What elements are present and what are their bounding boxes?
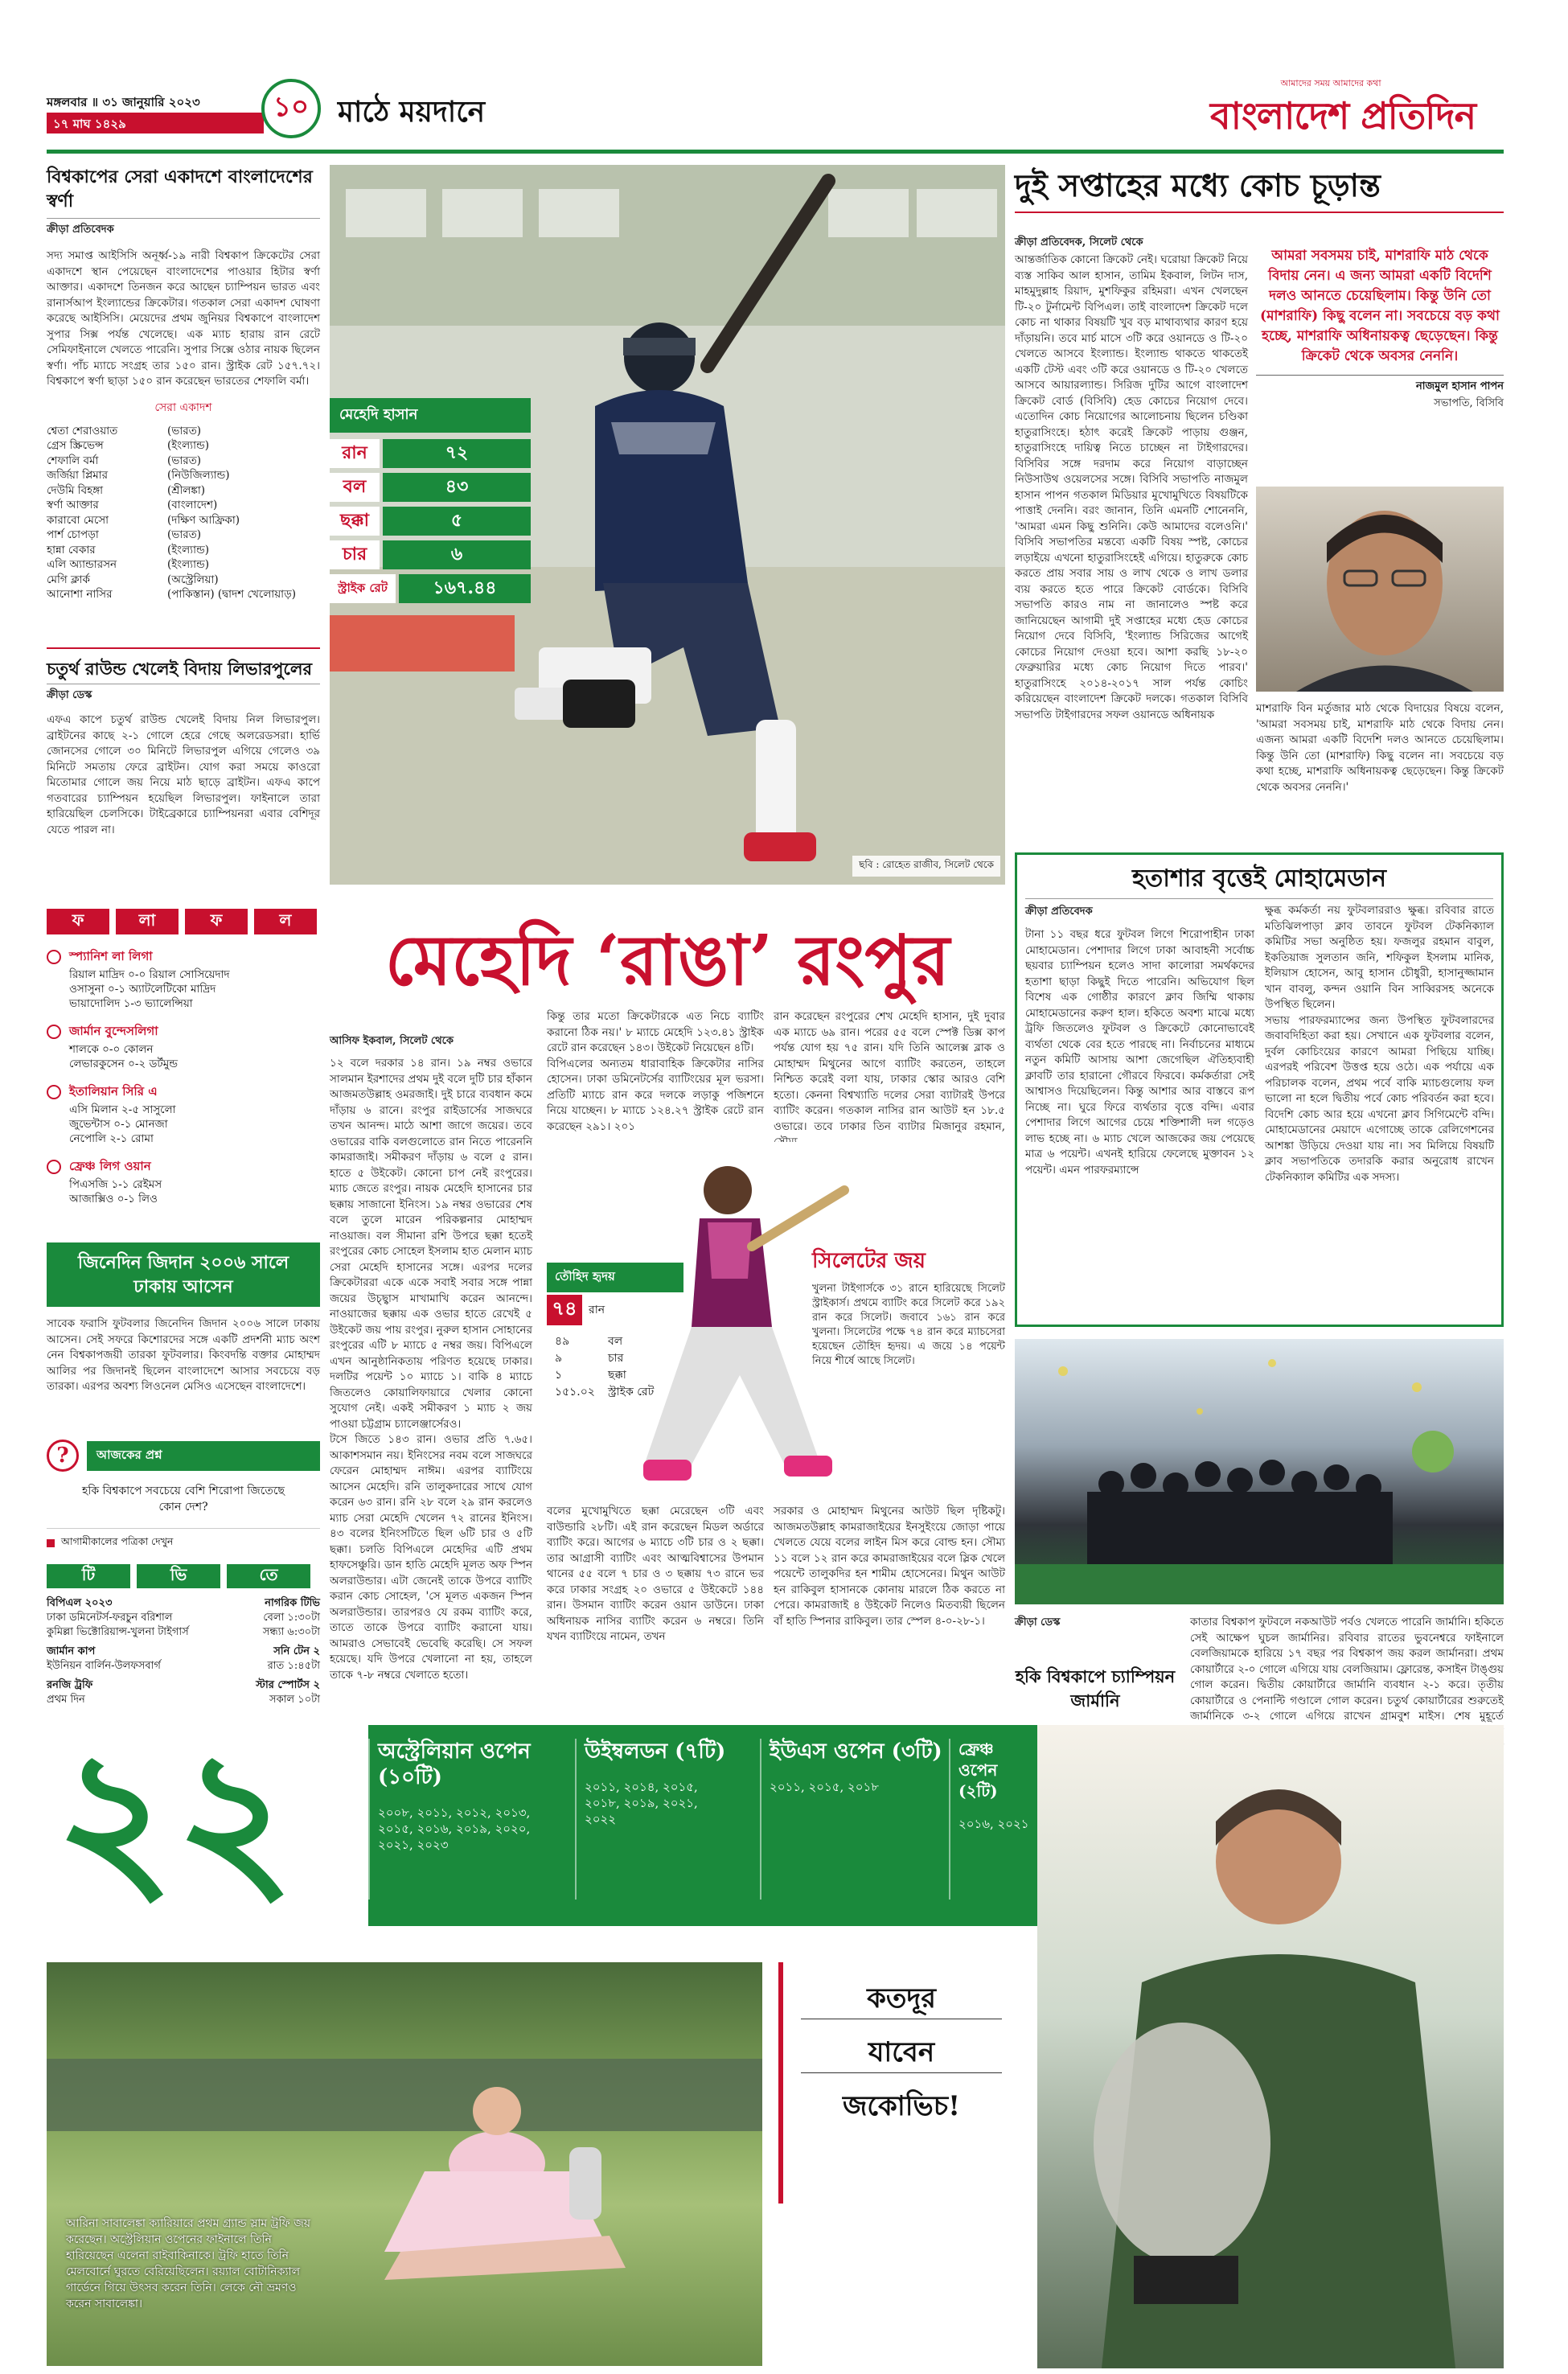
- stat-key: রান: [330, 439, 380, 468]
- player-country: (ভারত): [167, 424, 202, 437]
- slam-column: [760, 1739, 943, 1900]
- towhid-name: তৌহিদ হৃদয়: [547, 1263, 683, 1292]
- sylhet-headline: সিলেটের জয়: [812, 1249, 926, 1273]
- papon-quote-box: [1256, 246, 1504, 413]
- best-xi-row: [47, 573, 320, 588]
- stat-key: বল: [608, 1335, 623, 1348]
- player-name: শেফালি বর্মা: [47, 454, 99, 467]
- slam-name: ইউএস ওপেন (৩টি): [770, 1739, 942, 1764]
- coach-body: আন্তর্জাতিক কোনো ক্রিকেট নেই। ঘরোয়া ক্রিকেট নিয়ে ব্যস্ত সাকিব আল হাসান, তামিম ইকবাল, লিটন দাস, মাহমুদুল্লাহ রিয়াদ, মুশফিকুর রহিমরা। এখন খেলছেন টি-২০ টুর্নামেন্ট বিপিএল। তাই বাংলাদেশ ক্রিকেট দলে কোচ না থাকার বিষয়টি খুব বড় মাথাব্যথার কারণ হয়ে দাঁড়ায়নি। তবে মার্চ মাসে ৩টি করে ওয়ানডে ও টি-২০ খেলতে আসবে ইংল্যান্ড। ইংল্যান্ড থাকতে থাকতেই একটি টেস্ট এবং ৩টি করে ওয়ানডে ও টি-২০ খেলতে আসবে আয়ারল্যান্ড। সিরিজ দুটির আগে বাংলাদেশ ক্রিকেট বোর্ড (বিসিবি) হেড কোচের নিয়োগ দেবে। এতোদিন কোচ নিয়োগের আলোচনায় ছিলেন চণ্ডিকা হাতুরাসিংহে। হঠাৎ করেই ক্রিকেট পাড়ায় গুঞ্জন, হাতুরাসিংহে দায়িত্ব নিতে চাচ্ছেন না টাইগারদের। বিসিবির সঙ্গে দরদাম করে নিয়োগ বাড়াচ্ছেন নিউসাউথ ওয়েলসের সঙ্গে। বিসিবি সভাপতি নাজমুল হাসান পাপন গতকাল মিডিয়ার মুখোমুখিতে বিষয়টিকে পাত্তাই দেননি। বরং জানান, তিনি এমনটি শোনেননি, 'আমরা এমন কিছু শুনিনি। কেউ আমাদের বলেওনি।' বিসিবি সভাপতির মন্তব্যে একটি বিষয় স্পষ্ট, কোচের লড়াইয়ে এখনো হাতুরাসিংহেই এগিয়ে। হাতুরুকে কোচ করতে প্রায় সবার সায় ও লাখ থেকে ও লাখ ডলার ব্যয় করতে হতে পারে ক্রিকেট বোর্ডকে। বিসিবি সভাপতি কারও নাম না জানালেও স্পষ্ট করে জানিয়েছেন আগামী দুই সপ্তাহের মধ্যে হেড কোচের নিয়োগ দেবে বিসিবি, 'ইংল্যান্ড সিরিজের আগেই কোচের নিয়োগ দেওয়া হবে। আশা করছি ১৮-২০ ফেব্রুয়ারির মধ্যে কোচ নিয়োগ দিতে পারব।' হাতুরাসিংহে ২০১৪-২০১৭ সাল পর্যন্ত কোচিং করিয়েছেন বাংলাদেশ ক্রিকেট দলকে। গতকাল বিসিবি সভাপতি টাইগারদের সফল ওয়ানডে অধিনায়ক: [1015, 253, 1248, 721]
- quiz-question: হকি বিশ্বকাপে সবচেয়ে বেশি শিরোপা জিতেছে কোন দেশ?: [81, 1485, 285, 1514]
- best-xi-row: [47, 424, 320, 439]
- question-line-3: জকোভিচ!: [842, 2090, 961, 2122]
- tv-group-head: [47, 1596, 320, 1611]
- tv-group-head: [47, 1645, 320, 1659]
- league-scores: রিয়াল মাদ্রিদ ০-০ রিয়াল সোসিয়েদাদ ওসাসুনা ০-১ অ্যাটলেটিকো মাদ্রিদ ভায়াদোলিদ ১-৩ ভ্যালেন্সিয়া: [69, 968, 230, 1010]
- league-results: [47, 1157, 320, 1206]
- tv-schedule: [47, 1596, 320, 1707]
- player-name: হান্না বেকার: [47, 543, 96, 557]
- papon-name: নাজমুল হাসান পাপন: [1256, 375, 1504, 396]
- slam-name: ফ্রেঞ্চ ওপেন (২টি): [958, 1739, 998, 1801]
- football-icon: [47, 1085, 61, 1099]
- main-byline: আসিফ ইকবাল, সিলেট থেকে: [330, 1035, 454, 1047]
- football-icon: [47, 950, 61, 964]
- tv-head-cell: নাগরিক টিভি: [265, 1597, 320, 1609]
- slam-column: [368, 1739, 569, 1900]
- main-col-1: ১২ বলে দরকার ১৪ রান। ১৯ নম্বর ওভারে সালমান ইরশাদের প্রথম দুই বলে দুটি চার হাঁকান আজমতউল্লাহ ওমরজাই। দুই চারে ব্যবধান কমে দাঁড়ায় ৬ রানে। রংপুর রাইডার্সের সাজঘরে তখন আনন্দ। মাঠে আশা জাগে জয়ের। তবে ওভারের বাকি বলগুলোতে রান নিতে পারেননি কামরাজাই। সমীকরণ দাঁড়ায় ৬ বলে ৫ রান। হাতে ৫ উইকেট। কোনো চাপ নেই রংপুরের। ম্যাচ জেতে রংপুর। নায়ক মেহেদি হাসানের চার ছক্কায় সাজানো ইনিংস। ১৯ নম্বর ওভারের শেষ বলে তুলে মারেন পরিকল্পনার মোহাম্মদ নাওয়াজ। বল সীমানা রশি উপরে ছক্কা হতেই রংপুরের কোচ সোহেল ইসলাম হাত মেলান ম্যাচ সেরা মেহেদি হাসানের সঙ্গে। এরপর দলের ক্রিকেটাররা একে একে সবাই সবার সঙ্গে পান্না জয়ের উচ্ছ্বাস মাখামাখি করেন আনন্দে। নাওয়াজের ছক্কায় এক ওভার হাতে রেখেই ৫ উইকেট জয় পায় রংপুর। নুরুল হাসান সোহানের রংপুরের এটি ৮ ম্যাচে ৫ নম্বর জয়। বিপিএলে এখন আনুষ্ঠানিকতায় পরিণত হয়েছে ঢাকার। দলটির পয়েন্ট ১০ ম্যাচে ১। বাকি ৪ ম্যাচে জিতলেও কোয়ালিফায়ারে খেলার কোনো সুযোগ নেই। একই সমীকরণ ১ ম্যাচ ২ জয় পাওয়া চট্টগ্রাম চ্যালেঞ্জার্সেরও। টসে জিতে ১৪৩ রান। ওভার প্রতি ৭.৬৫। আকাশসমান নয়। ইনিংসের নবম বলে সাজঘরে ফেরেন মোহাম্মদ নাঈম। এরপর ব্যাটিংয়ে আসেন মেহেদি। রনি তালুকদারের সাথে যোগ করেন ৬৩ রান। রনি ২৮ বলে ২৯ রান করলেও ম্যাচ সেরা মেহেদি খেলেন ৭২ রানের ইনিংস। ৪৩ বলের ইনিংসটিতে ছিল ৬টি চার ও ৫টি ছক্কা। চলতি বিপিএলে মেহেদির এটি প্রথম হাফসেঞ্চুরি। ডান হাতি মেহেদি মূলত অফ স্পিন অলরাউন্ডার। এটা জেনেই তাকে উপরে ব্যাটিং করান কোচ সোহেল, 'সে মূলত একজন স্পিন অলরাউন্ডার। তারপরও যে রকম ব্যাটিং করে, তাতে তাকে উপরে ব্যাটিং করানো যায়। আমরাও সেভাবেই ভেবেছি করেছি। সে সফল হয়েছে। যদি উপরে খেলানো না হয়, তাহলে তাকে ৭-৮ নম্বরে খেলাতে হতো।: [330, 1057, 532, 1682]
- zidane-headline: জিনেদিন জিদান ২০০৬ সালে ঢাকায় আসেন: [47, 1242, 320, 1307]
- league-results: [47, 947, 320, 1011]
- player-name: পার্শ চোপড়া: [47, 528, 99, 541]
- tv-group: [47, 1678, 320, 1707]
- mehedi-stat-row: [330, 507, 531, 536]
- player-country: (ইংল্যান্ড): [167, 439, 210, 452]
- stat-key: বল: [330, 473, 380, 502]
- main-col-2: কিন্তু তার মতো ক্রিকেটারকে এত নিচে ব্যাটিং করানো ঠিক নয়।' ৮ ম্যাচে মেহেদি ১২৩.৪১ স্ট্রাইক রেটে রান করেছেন ১৪৩। উইকেট নিয়েছেন ৪টি। বিপিএলের অন্যতম ধারাবাহিক ক্রিকেটার নাসির হোসেন। ঢাকা ডমিনেটর্সের ব্যাটিংয়ের মূল ভরসা। প্রতিটি ম্যাচে রান করে দলকে লড়াকু পজিশনে নিয়ে যাচ্ছেন। ৮ ম্যাচে ১২৪.২৭ স্ট্রাইক রেটে রান করেছেন ২৯১। ২০১: [547, 1010, 764, 1133]
- league-name: ফ্রেঞ্চ লিগ ওয়ান: [69, 1159, 151, 1173]
- tv-head-cell: স্টার স্পোর্টস ২: [256, 1679, 320, 1691]
- best-xi-row: [47, 438, 320, 454]
- paper-logo: বাংলাদেশ প্রতিদিন: [1210, 94, 1476, 138]
- tv-row: [47, 1625, 320, 1640]
- slam-count: ২২: [55, 1709, 296, 1926]
- sabalenka-photo: [47, 1962, 762, 2366]
- mehedi-stat-row: [330, 574, 531, 603]
- hockey-byline: ক্রীড়া ডেস্ক: [1015, 1616, 1061, 1629]
- towhid-graphic: [547, 1142, 1005, 1496]
- hockey-body: কাতার বিশ্বকাপ ফুটবলে নকআউট পর্বও খেলতে পারেনি জার্মানি। হকিতে সেই আক্ষেপ ঘুচল জার্মানির। রবিবার রাতের ভুবনেশ্বরে ফাইনালে বেলজিয়ামকে হারিয়ে ১৭ বছর পর বিশ্বকাপ জয় করল জার্মানরা। প্রথম কোয়ার্টারে ২-০ গোলে এগিয়ে যায় বেলজিয়াম। ফ্লোরেন্ত, কসাইন টাঙ্গুয় গোল করেন। দ্বিতীয় কোয়ার্টারে জার্মানি ব্যবধান ২-১ করে। তৃতীয় কোয়ার্টারে ও পেনাল্টি গণ্ডালে গোল করেন। চতুর্থ কোয়ার্টারের শুরুতেই জার্মানিকে ৩-২ গোলে এগিয়ে রাখেন গ্রামবুশ মাইস। শেষ মুহূর্তে: [1190, 1616, 1504, 1723]
- best-xi-row: [47, 454, 320, 469]
- towhid-stat-row: [555, 1350, 675, 1367]
- results-label-3: ফ: [185, 909, 248, 934]
- mohammedan-byline: ক্রীড়া প্রতিবেদক: [1025, 906, 1093, 918]
- towhid-stat-row: [555, 1384, 675, 1401]
- results-label-2: লা: [116, 909, 179, 934]
- best-xi-row: [47, 557, 320, 573]
- tv-head-cell: সনি টেন ২: [273, 1645, 320, 1657]
- liverpool-body: এফএ কাপে চতুর্থ রাউন্ড খেলেই বিদায় নিল লিভারপুল। ব্রাইটনের কাছে ২-১ গোলে হেরে গেছে অলরেডসরা। হার্ভি জোনসের গোলে ৩০ মিনিটে লিভারপুল এগিয়ে গেলেও ৩৯ মিনিটে সমতায় ফেরে ব্রাইটন। যোগ করা সময়ে কাওরো মিতোমার গোলে জয় নিয়ে মাঠ ছাড়ে ব্রাইটন। এফএ কাপে গতবারের চ্যাম্পিয়ন হয়েছিল লিভারপুল। ফাইনালে তারা হারিয়েছিল চেলসিকে। টাইব্রেকারে চ্যাম্পিয়নরা এবার বেশিদূর যেতে পারল না।: [47, 713, 320, 836]
- stat-value: ৫: [383, 507, 531, 536]
- quiz-note: আগামীকালের পত্রিকা দেখুন: [61, 1535, 174, 1547]
- slam-name: অস্ট্রেলিয়ান ওপেন (১০টি): [378, 1739, 531, 1789]
- player-country: (ইংল্যান্ড): [167, 558, 210, 571]
- mehedi-stats-box: [330, 398, 531, 608]
- slam-column: [575, 1739, 753, 1900]
- league-name: স্প্যানিশ লা লিগা: [69, 949, 153, 963]
- masthead-rule: [47, 150, 1504, 154]
- league-name: ইতালিয়ান সিরি এ: [69, 1084, 158, 1099]
- towhid-runs: [547, 1295, 605, 1325]
- mehedi-stat-row: [330, 540, 531, 569]
- best-xi-row: [47, 498, 320, 513]
- towhid-runs-label: রান: [589, 1304, 605, 1316]
- player-name: আনোশা নাসির: [47, 588, 113, 601]
- coach-headline: দুই সপ্তাহের মধ্যে কোচ চূড়ান্ত: [1015, 165, 1504, 213]
- stat-value: ৬: [383, 540, 531, 569]
- page-number: ১০: [261, 79, 321, 138]
- best-xi-list: [47, 424, 320, 602]
- results-box: [47, 909, 320, 1218]
- towhid-stat-row: [555, 1333, 675, 1350]
- quiz-box: [47, 1440, 320, 1551]
- league-scores: শালকে ০-০ কোলন লেভারকুসেন ০-২ ডর্টমুন্ড: [69, 1043, 179, 1070]
- sabalenka-caption: আরিনা সাবালেঙ্কা ক্যারিয়ারে প্রথম গ্র্যান্ড স্লাম ট্রফি জয় করেছেন। অস্ট্রেলিয়ান ওপেনের ফাইনালে তিনি হারিয়েছেন এলেনা রাইবাকিনাকে। ট্রফি হাতে তিনি মেলবোর্নে ঘুরতে বেরিয়েছিলেন। রয়্যাল বোটানিক্যাল গার্ডেনে গিয়ে উৎসব করেন তিনি। লেকে নৌ ভ্রমণও করেন সাবালেঙ্কা।: [66, 2217, 310, 2310]
- question-line-2: যাবেন: [801, 2032, 1002, 2073]
- question-line-1: কতদূর: [801, 1978, 1002, 2019]
- tv-head-cell: রনজি ট্রফি: [47, 1679, 93, 1691]
- tv-group: [47, 1596, 320, 1640]
- coach-byline: ক্রীড়া প্রতিবেদক, সিলেট থেকে: [1015, 236, 1143, 248]
- mohammedan-col-2: ক্ষুব্ধ কর্মকর্তা নয় ফুটবলাররাও ক্ষুব্ধ। রবিবার রাতে মতিঝিলপাড়া ক্লাব তাবনে ফুটবল টেকনিক্যাল কমিটির সভা অনুষ্ঠিত হয়। ফজলুর রহমান বাবুল, ইকতিয়াজ সুলতান জনি, শফিকুল ইসলাম মানিক, ইলিয়াস হোসেন, আবু হাসান চৌধুরী, হাসানুজ্জামান খান বাবলু, কন্দন ওয়ানি বিন সাব্বিরসহ অনেকে উপস্থিত ছিলেন। সভায় পারফরম্যান্সের জন্য উপস্থিত ফুটবলারদের জবাবদিহিতা করা হয়। সেখানে এক ফুটবলার বলেন, দুর্বল কোচিংয়ের কারণে আমরা পিছিয়ে যাচ্ছি। এরপরই পরিবেশ উত্তপ্ত হয়ে ওঠে। এক পর্যায়ে এক পরিচালক বলেন, প্রথম পর্বে বাকি ম্যাচগুলোয় ফল ভালো না হলে দ্বিতীয় পর্বে কোচ পরিবর্তন করা হবে। বিদেশি কোচ আর হয়ে এখনো ক্লাব সিগিমেন্টে বন্দি। মোহামেডানের মেয়াদে এগোচ্ছে তাকে রেলিগেশনের আশঙ্কা উড়িয়ে দেওয়া যায় না। সব মিলিয়ে বিষয়টি ক্লাব সভাপতিকে তদারকি করার অনুরোধ রাখেন টেকনিক্যাল কমিটির এক সদস্য।: [1265, 904, 1494, 1184]
- zidane-body: সাবেক ফরাসি ফুটবলার জিনেদিন জিদান ২০০৬ সালে ঢাকায় আসেন। সেই সফরে কিশোরদের সঙ্গে একটি প্রদর্শনী ম্যাচ অংশ নেন বিশ্বকাপজয়ী তারকা ফুটবলার। কিংবদন্তি বক্তার মোহাম্মদ আলির পর জিদানই ছিলেন বাংলাদেশে আসার সবচেয়ে বড় তারকা। এরপর অবশ্য লিওনেল মেসিও এসেছেন বাংলাদেশে।: [47, 1317, 320, 1393]
- towhid-stat-list: [555, 1333, 675, 1401]
- tv-row: [47, 1611, 320, 1625]
- football-icon: [47, 1160, 61, 1174]
- league-scores: পিএসজি ১-১ রেইমস আজাক্সিও ০-১ লিও: [69, 1178, 162, 1205]
- player-country: (নিউজিল্যান্ড): [167, 469, 230, 482]
- towhid-runs-value: ৭৪: [547, 1295, 582, 1325]
- best-xi-row: [47, 543, 320, 558]
- tv-label-3: তে: [227, 1564, 310, 1588]
- results-label-4: ল: [254, 909, 317, 934]
- league-results: [47, 1082, 320, 1146]
- date-gregorian: মঙ্গলবার ॥ ৩১ জানুয়ারি ২০২৩: [47, 95, 200, 109]
- liverpool-headline: চতুর্থ রাউন্ড খেলেই বিদায় লিভারপুলের: [47, 659, 313, 679]
- football-icon: [47, 1025, 61, 1039]
- tv-label-1: টি: [47, 1564, 130, 1588]
- tv-cell: প্রথম দিন: [47, 1694, 85, 1706]
- tv-head-cell: বিপিএল ২০২৩: [47, 1597, 113, 1609]
- wc-headline: বিশ্বকাপের সেরা একাদশে বাংলাদেশের স্বর্ণা: [47, 166, 313, 212]
- section-title: মাঠে ময়দানে: [338, 95, 486, 129]
- slam-years: ২০১১, ২০১৪, ২০১৫, ২০১৮, ২০১৯, ২০২১, ২০২২: [585, 1780, 698, 1826]
- best-xi-row: [47, 528, 320, 543]
- main-headline-b: ‘রাঙা’: [596, 920, 774, 1001]
- tv-box: [47, 1564, 320, 1712]
- date-bangla: ১৭ মাঘ ১৪২৯: [53, 117, 126, 131]
- papon-role: সভাপতি, বিসিবি: [1434, 397, 1504, 409]
- mohammedan-box: [1015, 852, 1504, 1327]
- stat-key: স্ট্রাইক রেট: [608, 1386, 655, 1399]
- papon-photo: [1256, 487, 1504, 692]
- best-xi-row: [47, 513, 320, 528]
- question-text: [801, 1978, 1002, 2126]
- question-box-bar: [778, 1962, 783, 2204]
- player-country: (ভারত): [167, 528, 202, 541]
- main-col-2b: বলের মুখোমুখিতে ছক্কা মেরেছেন ৩টি এবং বাউন্ডারি ২৮টি। এই রান করেছেন মিডল অর্ডারে ব্যাটিং করে। আগের ৬ ম্যাচে ৩টি চার ও ২ ছক্কা। তার আগ্রাসী ব্যাটিং এবং আত্মবিশ্বাসের উপমান থানের ৫৫ বলে ৭ চার ও ৩ ছক্কায় ৭৩ রানে ভর করে ঢাকার সংগ্রহ ২০ ওভারে ৫ উইকেটে ১৪৪ রান। উসমান ব্যাটিং করেন ওয়ান ডাউনে। ঢাকা অধিনায়ক নাসির ব্যাটিং করেন ৬ নম্বরে। তিনি যখন ব্যাটিংয়ে নামেন, তখন: [547, 1505, 764, 1643]
- tv-group-head: [47, 1678, 320, 1693]
- tv-cell: সকাল ১০টা: [269, 1694, 320, 1706]
- liverpool-byline: ক্রীড়া ডেস্ক: [47, 684, 320, 704]
- stat-value: ৪৩: [383, 473, 531, 502]
- player-country: (অস্ট্রেলিয়া): [167, 573, 219, 586]
- tv-group: [47, 1645, 320, 1674]
- player-country: (বাংলাদেশ): [167, 499, 218, 511]
- mehedi-name: মেহেদি হাসান: [330, 398, 531, 433]
- player-country: (পাকিস্তান) (দ্বাদশ খেলোয়াড়): [167, 588, 296, 601]
- results-label: [47, 909, 320, 934]
- tv-cell: কুমিল্লা ভিক্টোরিয়ান্স-খুলনা টাইগার্স: [47, 1626, 189, 1638]
- slam-years: ২০১১, ২০১৫, ২০১৮: [770, 1780, 879, 1794]
- mohammedan-col-1: টানা ১১ বছর ধরে ফুটবল লিগে শিরোপাহীন ঢাকা মোহামেডান। পেশাদার লিগে ঢাকা আবাহনী সর্বোচ্চ ছয়বার চ্যাম্পিয়ন হলেও সাদা কালোরা সমর্থকদের হতাশা ছাড়া কিছুই দিতে পারেনি। অভিযোগ ছিল বিশেষ এক গোষ্ঠীর কারণে ক্লাব জিম্মি থাকায় মোহামেডানের করুণ হাল। হকিতে অবশ্য মাঝে মধ্যে ট্রফি জিতলেও ফুটবল ও ক্রিকেটে কোনোভাবেই ব্যর্থতা থেকে বের হতে পারছে না। নির্বাচনের মাধ্যমে নতুন কমিটি আসায় আশা জেগেছিল ঐতিহ্যবাহী ক্লাবটি তার হারানো গৌরবে ফিরবে। কর্মকর্তারা সেই আশ্বাসও দিয়েছিলেন। কিন্তু আশার আর বাস্তবে রূপ নিচ্ছে না। ঘুরে ফিরে ব্যর্থতার বৃত্তে বন্দি। এবার পেশাদার লিগে আগের চেয়ে শক্তিশালী দল গড়েও লাভ হচ্ছে না। ৬ ম্যাচ খেলে আজকের জয় পেয়েছে মাত্র ৬ পয়েন্ট। এখনই হারিয়ে ফেলেছে মুক্তাবন ১২ পয়েন্ট। এমন পারফরম্যান্সে: [1025, 928, 1254, 1177]
- stat-value: ১৫১.০২: [555, 1386, 595, 1399]
- liverpool-story: [47, 647, 320, 838]
- stat-value: ৪৯: [555, 1335, 570, 1348]
- league-name: জার্মান বুন্দেসলিগা: [69, 1024, 158, 1038]
- player-name: কারাবো মেসো: [47, 513, 109, 527]
- stat-key: ছক্কা: [330, 507, 380, 536]
- tv-cell: সন্ধ্যা ৬:৩০টা: [262, 1626, 320, 1638]
- league-results: [47, 1022, 320, 1071]
- player-country: (ভারত): [167, 454, 202, 467]
- main-headline: [330, 921, 1005, 1001]
- player-name: মেগি ক্লার্ক: [47, 573, 90, 586]
- best-xi-row: [47, 587, 320, 602]
- tv-cell: বেলা ১:৩০টা: [263, 1612, 320, 1624]
- stat-key: ছক্কা: [608, 1369, 626, 1382]
- main-col-3b: সরকার ও মোহাম্মদ মিথুনের আউট ছিল দৃষ্টিকটু। আজমতউল্লাহ কামরাজাইয়ের ইনসুইংয়ে জোড়া পায়ে খেলতে যেয়ে বলের লাইন মিস করে বোল্ড হন। সৌম্য ১১ বলে ১২ রান করে কামরাজাইয়ের বলে স্লিক খেলে পয়েন্টে তালুকদির হন শামীম হোসেনের। মিথুন আউট হন রাকিবুল হাসানকে কোনায় মারলে ঠিক করতে না পেরে। কামরাজাই ৪ উইকেট নিলেও মিতব্যয়ী ছিলেন বাঁ হাতি স্পিনার রাকিবুল। তার স্পেল ৪-০-২৮-১।: [774, 1505, 1005, 1628]
- main-col-3: রান করেছেন রংপুরের শেখ মেহেদি হাসান, দুই দুবার এক ম্যাচে ৬৯ রান। পরের ৫৫ বলে স্পেক্ট ডিক্স কাপ পর্যন্ত যোগ হয় ৭৫ রান। যদি তিনি আলেক্স ব্লাক ও মোহাম্মদ মিথুনের আগে ব্যাটিং করতেন, তাহলে নিশ্চিত করেই বলা যায়, ঢাকার স্কোর আরও বেশি হতো। কেননা বিশ্বখ্যাতি দলের সেরা ব্যাটারই উপরে ব্যাটিং করেন। গতকাল নাসির রান আউট হন ১৮.৫ ওভারে। তবে ঢাকার তিন ব্যাটার মিজানুর রহমান,: [774, 1010, 1005, 1133]
- slam-column: [949, 1739, 1034, 1900]
- photo-credit: ছবি : রোহেত রাজীব, সিলেট থেকে: [852, 856, 1000, 877]
- main-headline-c: রংপুর: [773, 920, 950, 1001]
- player-name: স্বর্ণা আক্তার: [47, 499, 99, 511]
- papon-quote: আমরা সবসময় চাই, মাশরাফি মাঠ থেকে বিদায় নেন। এ জন্য আমরা একটি বিদেশি দলও আনতে চেয়েছিলাম। কিন্তু উনি তো (মাশরাফি) কিছু বলেন না। সবচেয়ে বড় কথা হচ্ছে, মাশরাফি অধিনায়কত্ব ছেড়েছেন। কিন্তু ক্রিকেট থেকে অবসর নেননি।: [1260, 248, 1500, 364]
- hockey-photo: [1015, 1339, 1504, 1604]
- stat-value: ১: [555, 1369, 563, 1382]
- player-country: (শ্রীলঙ্কা): [167, 483, 205, 497]
- coach-body-2: মাশরাফি বিন মর্তুজার মাঠ থেকে বিদায়ের বিষয়ে বলেন, 'আমরা সবসময় চাই, মাশরাফি মাঠ থেকে বিদায় নেন। এজন্য আমরা একটি বিদেশি দলও আনতে চেয়েছিলাম। কিন্তু উনি তো (মাশরাফি) কিছু বলেন না। সবচেয়ে বড় কথা হচ্ছে, মাশরাফি অধিনায়কত্ব ছেড়েছেন। কিন্তু ক্রিকেট থেকে অবসর নেননি।': [1256, 702, 1504, 794]
- player-name: জর্জিয়া প্লিমার: [47, 469, 109, 482]
- quiz-heading: আজকের প্রশ্ন: [87, 1441, 320, 1471]
- stat-key: চার: [330, 540, 380, 569]
- stat-key: স্ট্রাইক রেট: [330, 574, 396, 603]
- main-headline-a: মেহেদি: [384, 920, 596, 1001]
- wc-body: সদ্য সমাপ্ত আইসিসি অনূর্ধ্ব-১৯ নারী বিশ্বকাপ ক্রিকেটের সেরা একাদশে স্থান পেয়েছেন বাংলাদেশের পাওয়ার হিটার স্বর্ণা আক্তার। একাদশে তিনজন করে আছেন চ্যাম্পিয়ন ভারত এবং রানার্সআপ ইংল্যান্ডের ক্রিকেটার। গতকাল সেরা একাদশ ঘোষণা করেছে আইসিসি। মেয়েদের প্রথম জুনিয়র বিশ্বকাপে বাংলাদেশ সুপার সিক্স পর্যন্ত খেলেছে। এক ম্যাচ হারায় রান রেটে সেমিফাইনালে খেলতে পারেনি। সুপার সিক্সে ওঠার নায়ক ছিলেন স্বর্ণা। পাঁচ ম্যাচে সংগ্রহ তার ১৫০ রান। স্ট্রাইক রেট ১৫৭.৭২। বিশ্বকাপে স্বর্ণা ছাড়া ১৫০ রান করেছেন ভারতের শেফালি বর্মা।: [47, 249, 320, 388]
- best-xi-row: [47, 483, 320, 499]
- tv-cell: ইউনিয়ন বার্লিন-উলফসবার্গ: [47, 1660, 161, 1672]
- question-box: [778, 1962, 1020, 2204]
- player-country: (ইংল্যান্ড): [167, 543, 210, 557]
- player-country: (দক্ষিণ আফ্রিকা): [167, 513, 240, 527]
- wc-byline: ক্রীড়া প্রতিবেদক: [47, 218, 320, 239]
- hockey-headline: হকি বিশ্বকাপে চ্যাম্পিয়ন জার্মানি: [1015, 1666, 1176, 1711]
- slam-years: ২০১৬, ২০২১: [958, 1817, 1029, 1831]
- player-name: গ্রেস স্ক্রিভেন্স: [47, 439, 104, 452]
- tv-row: [47, 1693, 320, 1707]
- tv-label-2: ভি: [137, 1564, 220, 1588]
- sylhet-body: খুলনা টাইগার্সকে ৩১ রানে হারিয়েছে সিলেট স্ট্রাইকার্স। প্রথমে ব্যাটিং করে সিলেট করে ১৯২ রান করে সিলেট। জবাবে ১৬১ রান করে খুলনা। সিলেটের পক্ষে ৭৪ রান করে ম্যাচসেরা হয়েছেন তৌহিদ হৃদয়। এ জয়ে ১৪ পয়েন্ট নিয়ে শীর্ষে আছে সিলেট।: [812, 1283, 1005, 1367]
- square-icon: [47, 1539, 55, 1547]
- stat-key: চার: [608, 1352, 624, 1365]
- mohammedan-headline: হতাশার বৃত্তেই মোহামেডান: [1025, 863, 1493, 899]
- player-name: দেউমি বিহঙ্গা: [47, 483, 104, 497]
- player-name: এলি অ্যান্ডারসন: [47, 558, 117, 571]
- tv-row: [47, 1659, 320, 1674]
- best-xi-row: [47, 468, 320, 483]
- tv-head-cell: জার্মান কাপ: [47, 1645, 96, 1657]
- tv-cell: ঢাকা ডমিনেটর্স-ফরচুন বরিশাল: [47, 1612, 173, 1624]
- player-name: শ্বেতা শেরাওয়াত: [47, 424, 118, 437]
- slam-years: ২০০৮, ২০১১, ২০১২, ২০১৩, ২০১৫, ২০১৬, ২০১৯, ২০২০, ২০২১, ২০২৩: [378, 1805, 531, 1852]
- towhid-stat-row: [555, 1367, 675, 1384]
- mehedi-stat-row: [330, 439, 531, 468]
- best-xi-heading: সেরা একাদশ: [154, 400, 212, 414]
- mehedi-stat-row: [330, 473, 531, 502]
- zidane-box: [47, 1242, 320, 1395]
- sylhet-win-box: [812, 1247, 1005, 1369]
- left-column: [47, 165, 320, 602]
- tv-cell: রাত ১:৪৫টা: [267, 1660, 320, 1672]
- league-scores: এসি মিলান ২-৫ সাসুলো জুভেন্টাস ০-১ মোনজা নেপোলি ২-১ রোমা: [69, 1103, 176, 1145]
- slam-name: উইম্বলডন (৭টি): [585, 1739, 726, 1764]
- djokovic-photo: [1037, 1725, 1504, 2368]
- mehedi-photo: [330, 165, 1005, 885]
- stat-value: ১৬৭.৪৪: [399, 574, 531, 603]
- results-label-1: ফ: [47, 909, 109, 934]
- question-icon: ?: [47, 1440, 79, 1472]
- paper-tagline: আমাদের সময় আমাদের কথা: [1280, 78, 1381, 88]
- coach-story: [1015, 165, 1504, 213]
- mehedi-stat-rows: [330, 439, 531, 603]
- stat-value: ৭২: [383, 439, 531, 468]
- results-list: [47, 947, 320, 1206]
- stat-value: ৯: [555, 1352, 563, 1365]
